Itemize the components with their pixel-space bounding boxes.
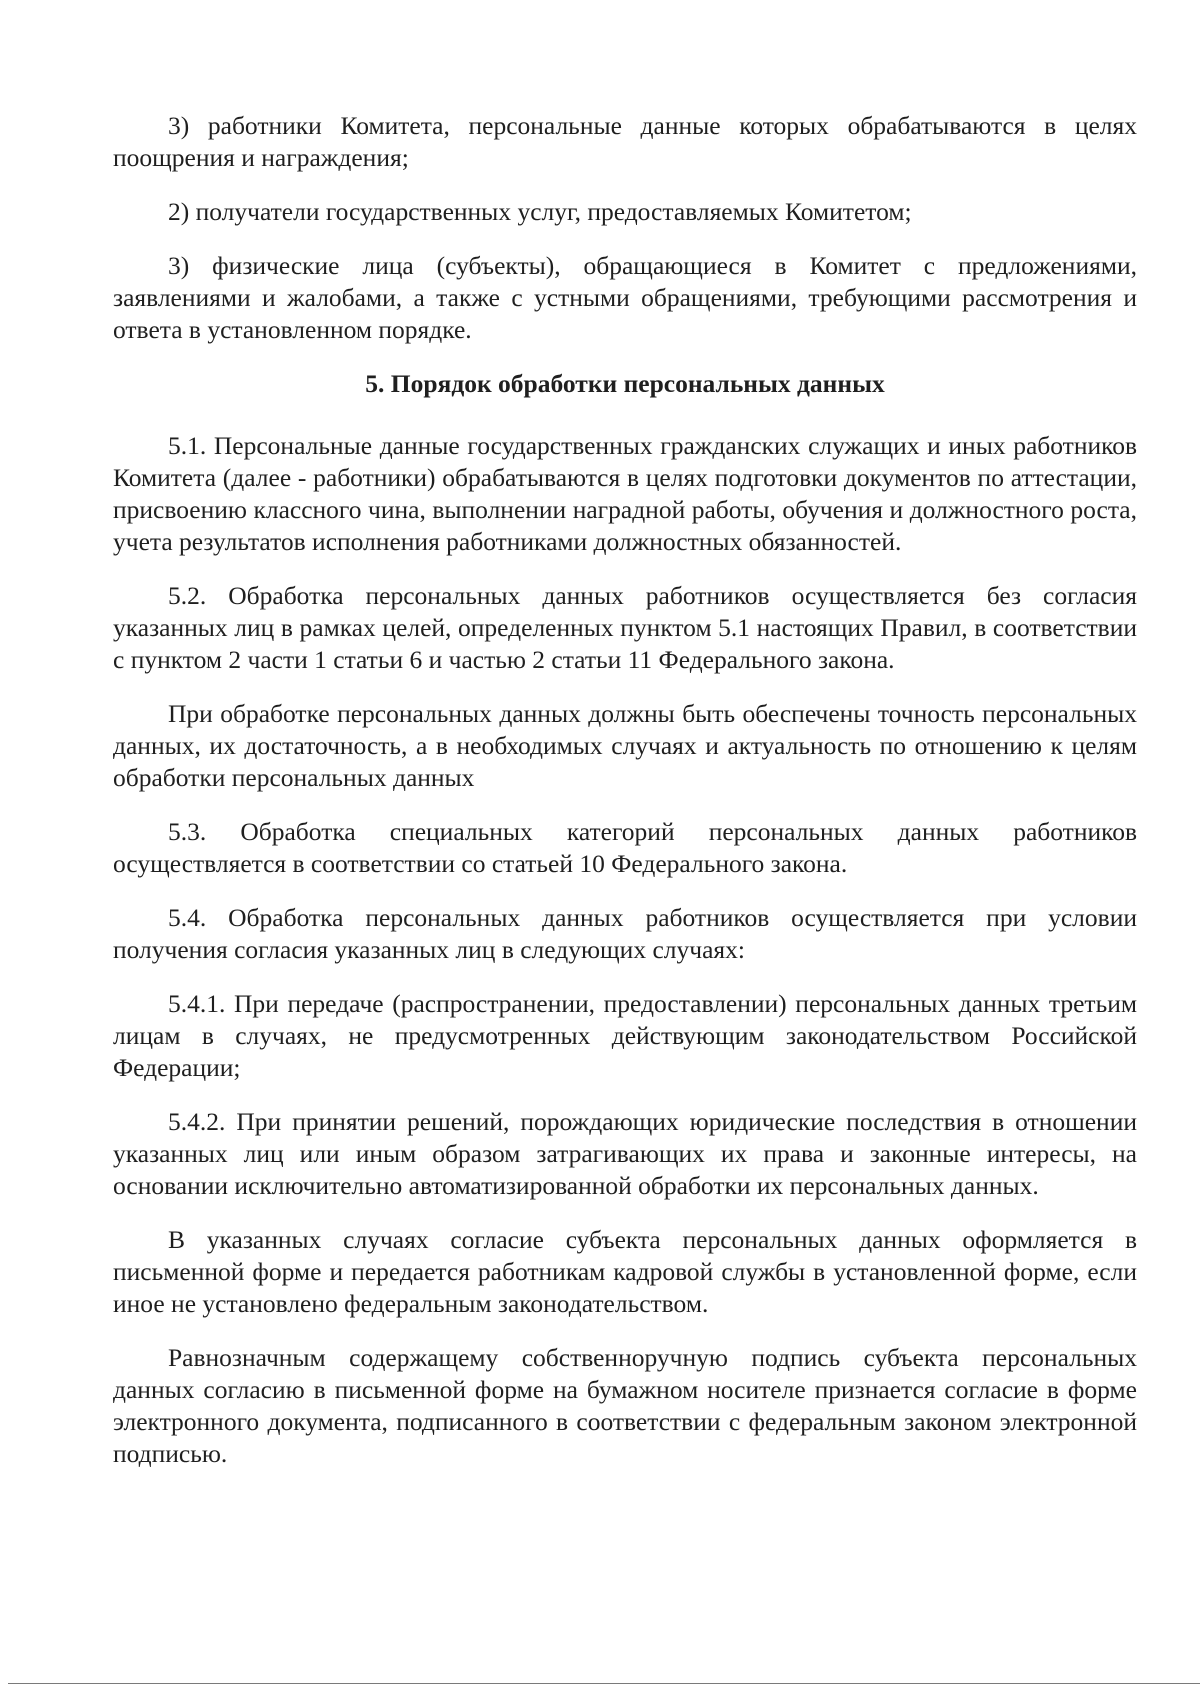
section-heading: 5. Порядок обработки персональных данных	[365, 369, 885, 398]
clause-5-3: 5.3. Обработка специальных категорий персональных данных работников осуществляется в соответствии со статьей 10 Федерального закона.	[113, 817, 1137, 878]
page-bottom-rule	[8, 1683, 1200, 1684]
clause-5-2: 5.2. Обработка персональных данных работников осуществляется без согласия указанных лиц в рамках целей, определенных пунктом 5.1 настоящих Правил, в соответствии с пунктом 2 части 1 статьи 6 и частью 2 статьи 11 Федерального закона.	[113, 581, 1137, 674]
list-item-individuals: 3) физические лица (субъекты), обращающиеся в Комитет с предложениями, заявлениями и жалобами, а также с устными обращениями, требующими рассмотрения и ответа в установленном порядке.	[113, 251, 1137, 344]
list-item-service-recipients: 2) получатели государственных услуг, предоставляемых Комитетом;	[168, 197, 912, 226]
clause-5-1: 5.1. Персональные данные государственных гражданских служащих и иных работников Комитета (далее - работники) обрабатываются в целях подготовки документов по аттестации, присвоению классного чина, выполнении наградной работы, обучения и должностного роста, учета результатов исполнения работниками должностных обязанностей.	[113, 431, 1137, 556]
paragraph-accuracy: При обработке персональных данных должны быть обеспечены точность персональных данных, их достаточность, а в необходимых случаях и актуальность по отношению к целям обработки персональных данных	[113, 699, 1137, 792]
list-item-employees: 3) работники Комитета, персональные данные которых обрабатываются в целях поощрения и награждения;	[113, 111, 1137, 172]
clause-5-4-2: 5.4.2. При принятии решений, порождающих юридические последствия в отношении указанных лиц или иным образом затрагивающих их права и законные интересы, на основании исключительно автоматизированной обработки их персональных данных.	[113, 1107, 1137, 1200]
paragraph-electronic-consent: Равнозначным содержащему собственноручную подпись субъекта персональных данных согласию в письменной форме на бумажном носителе признается согласие в форме электронного документа, подписанного в соответствии с федеральным законом электронной подписью.	[113, 1343, 1137, 1468]
clause-5-4-1: 5.4.1. При передаче (распространении, предоставлении) персональных данных третьим лицам в случаях, не предусмотренных действующим законодательством Российской Федерации;	[113, 989, 1137, 1082]
paragraph-written-consent: В указанных случаях согласие субъекта персональных данных оформляется в письменной форме и передается работникам кадровой службы в установленной форме, если иное не установлено федеральным законодательством.	[113, 1225, 1137, 1318]
clause-5-4: 5.4. Обработка персональных данных работников осуществляется при условии получения согласия указанных лиц в следующих случаях:	[113, 903, 1137, 964]
document-body	[113, 110, 1137, 1492]
